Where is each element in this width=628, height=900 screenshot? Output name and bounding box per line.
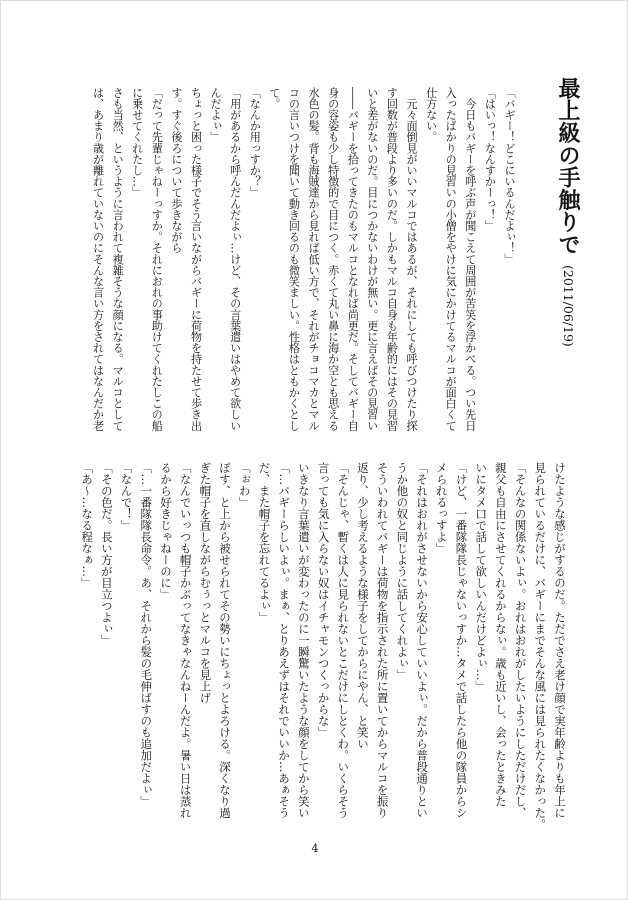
top-text-block — [88, 87, 519, 437]
page-number: 4 — [311, 842, 319, 855]
text-line: 「だって先輩じゃねーっすか。それにおれの事助けてくれたしこの船 — [150, 87, 164, 432]
text-line: 「…一番隊隊長命令。あ、それから髪の毛伸ばすのも追加だよぃ」 — [139, 462, 154, 807]
story-date: (2011/06/19) — [561, 265, 576, 348]
text-line: 「あ～…なる程なぁ…」 — [80, 462, 95, 589]
text-line: 「なんで！」 — [119, 462, 134, 531]
text-line: メられるっすよ」 — [434, 462, 449, 554]
text-line: 「はいっ！なんすかーっ！」 — [483, 87, 497, 232]
text-line: ぎた帽子を直しながらむぅっとマルコを見上げ — [198, 462, 213, 704]
text-line: 「バギー！どこにいるんだよぃ！」 — [503, 87, 516, 265]
text-line: けたような感じがするのだ。ただでさえ老け顔で実年齢よりも年上に — [553, 462, 567, 819]
text-line: いと差がないのだ。目につかないわけが無い。更に言えばその見習い — [365, 87, 379, 432]
text-line: 返り、少し考えるような様子をしてからにやん、と笑い — [355, 462, 370, 750]
text-line: 入ったばかりの見習いの小僧をやけに気にかけてるマルコが面白くて — [444, 87, 458, 432]
text-line: うか他の奴と同じように話してくれよぃ」 — [395, 462, 410, 681]
text-line: す。すぐ後ろについて歩きながら — [169, 87, 183, 254]
text-line: 「それはおれがさせないから安心していいよぃ。だから普段通りとい — [415, 462, 430, 819]
text-line: 言っても気に入らない奴はイチャモンつくっからな」 — [316, 462, 331, 738]
text-line: 「ぉわ」 — [237, 462, 252, 508]
bottom-text-block — [76, 462, 569, 830]
text-line: 親父も自由にさせてくれるからなぃ。歳も近いし、会ったときみた — [493, 462, 508, 807]
text-line: 元々面倒見がいいマルコではあるが、それにしても呼びつけたり探 — [405, 87, 419, 432]
text-line: 「用があるから呼んだんだよぃ…けど、その言葉遣いはやめて欲しい — [228, 87, 242, 432]
text-line: ――バギーを拾ってきたのもマルコとなれば尚更だ。そしてバギー自 — [346, 87, 360, 432]
text-line: 「なんでいっつも帽子かぶってなきゃなんねーんだよ。暑い日は蒸れ — [178, 462, 193, 819]
text-line: いにタメ口で話して欲しいんだけどよぃ…」 — [474, 462, 489, 692]
title-column — [553, 77, 583, 347]
text-line: 「けど、一番隊隊長じゃないっすか…タメで話したら他の隊員からシ — [454, 462, 469, 819]
text-line: コの言いつけを聞いて動き回るのも微笑ましい。性格はともかくとし — [287, 87, 301, 432]
text-line: さも当然、というように言われて複雑そうな顔になる。マルコとして — [111, 87, 125, 432]
text-line: は、あまり歳が離れていないのにそんな言い方をされてはなんだか老 — [91, 87, 105, 432]
text-line: ぽす、と上から被せられてその勢いにちょっとよろける。深くなり過 — [218, 462, 233, 819]
story-title: 最上級の手触りで — [555, 77, 581, 256]
text-line: 「その色だ。長い方が目立つよぃ」 — [99, 462, 114, 646]
text-line: 「…バギーらしいよぃ。まぁ、とりあえずはそれでいいか…あぁそう — [277, 462, 292, 819]
text-line: いきなり言葉遣いが変わったのに一瞬驚いたような顔をしてから笑い — [296, 462, 311, 819]
text-line: るから好きじゃねーのに」 — [158, 462, 173, 600]
text-line: に乗せてくれたし…」 — [130, 87, 144, 198]
text-line: 「なんか用っすか？」 — [248, 87, 262, 198]
text-line: て。 — [267, 87, 281, 110]
text-line: 身の容姿も少し特徴的で目につく。赤くて丸い鼻に海か空とも思える — [326, 87, 340, 432]
text-line: んだよぃ」 — [209, 87, 223, 143]
text-line: ちょっと困った様子でそう言いながらバギーに荷物を持たせて歩き出 — [189, 87, 203, 432]
text-line: 仕方ない。 — [424, 87, 438, 143]
text-line: す回数が普段より多いのだ。しかもマルコ自身も年齢的にはその見習 — [385, 87, 399, 432]
text-line: 水色の髪。背も海賊達から見れば低い方で、それがチョコマカとマル — [307, 87, 321, 432]
text-line: だ、また帽子を忘れてるよぃ」 — [257, 462, 272, 623]
text-line: そういわれてバギーは荷物を指示された所に置いてからマルコを振り — [375, 462, 390, 819]
text-line: 「そんじゃ、暫くは人に見られないとこだけにしとくわ。いくらそう — [336, 462, 351, 819]
text-line: 見られているだけに、バギーにまでそんな風には見られたくなかった。 — [533, 462, 548, 830]
text-line: 「そんなの関係ないよぃ。おれはおれがしたいようにしただけだし、 — [513, 462, 528, 819]
text-line: 今日もバギーを呼ぶ声が聞こえて周囲が苦笑を浮かべる。つい先日 — [463, 87, 477, 432]
